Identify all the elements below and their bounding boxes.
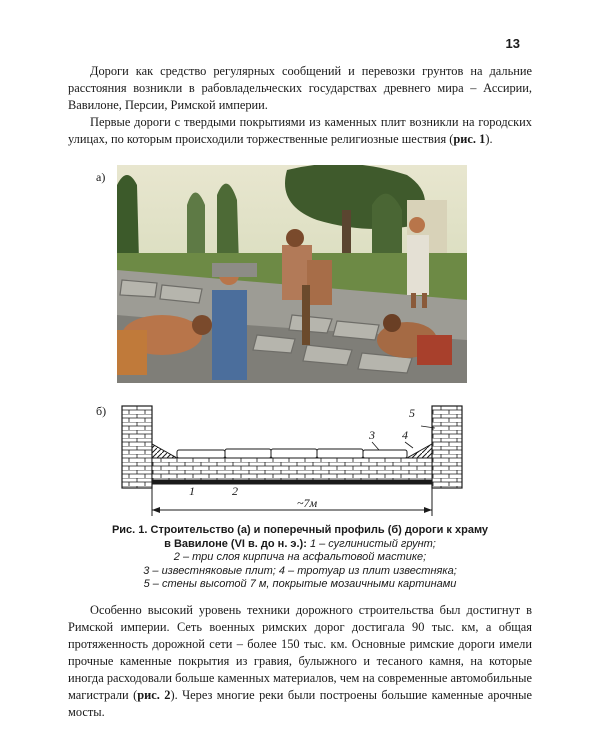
caption-line-2: 2 – три слоя кирпича на асфальтовой мастике; <box>173 551 427 564</box>
caption-item-1: 1 – суглинистый грунт; <box>306 537 436 550</box>
intro-text <box>68 63 532 148</box>
marker-5: 5 <box>409 406 415 420</box>
intro-paragraph-2-text: Первые дороги с твердыми покрытиями из каменных плит возникли на городских улицах, по которым происходили торжественные религиозные шествия ( <box>68 115 532 146</box>
right-wall <box>432 406 462 488</box>
figure-1-reference: рис. 1 <box>453 132 486 146</box>
left-wall <box>122 406 152 488</box>
limestone-slabs <box>177 449 407 458</box>
marker-2: 2 <box>232 484 238 498</box>
figure-caption <box>72 524 528 592</box>
body-paragraph-end: ). Через многие реки были построены большие каменные арочные мосты. <box>68 688 532 719</box>
road-construction-drawing <box>117 165 467 383</box>
figure-2-reference: рис. 2 <box>137 688 171 702</box>
figure-label-b: б) <box>96 404 107 418</box>
road-construction-illustration <box>117 165 467 383</box>
caption-line-1 <box>72 538 528 552</box>
intro-paragraph-2-end: ). <box>485 132 493 146</box>
marker-4: 4 <box>402 428 408 442</box>
width-dimension-label: ~7м <box>297 496 318 510</box>
intro-paragraph-1: Дороги как средство регулярных сообщений и перевозки грунтов на дальние расстояния возникли в рабовладельческих государствах древнего мира – Ассирии, Вавилоне, Персии, Римской империи. <box>68 64 532 112</box>
body-paragraph <box>68 602 532 721</box>
brick-layers <box>152 458 432 480</box>
body-paragraph-text: Особенно высокий уровень техники дорожного строительства был достигнут в Римской империи. Сеть военных римских дорог достигала 90 тыс. км, а общая протяженность дорожной сети – более 150 тыс. км. Основные римские дороги имели прочные каменные покрытия из гравия, булыжного и тесаного камня, на которые иногда расходовали больше каменных материалов, чем на современные автомобильные магистрали ( <box>68 603 532 702</box>
caption-line-3: 3 – известняковые плит; 4 – тротуар из плит известняка; <box>143 564 457 577</box>
marker-3: 3 <box>369 428 375 442</box>
caption-line-4: 5 – стены высотой 7 м, покрытые мозаичными картинами <box>143 578 457 591</box>
caption-title: Рис. 1. Строительство (а) и поперечный профиль (б) дороги к храму <box>111 524 489 536</box>
intro-paragraph-2 <box>68 114 532 148</box>
body-text <box>68 602 532 721</box>
marker-1: 1 <box>189 484 195 498</box>
figure-label-a: а) <box>96 170 106 184</box>
page-number: 13 <box>505 36 520 51</box>
road-cross-section <box>117 398 467 520</box>
caption-title-continued: в Вавилоне (VI в. до н. э.): <box>164 537 307 550</box>
